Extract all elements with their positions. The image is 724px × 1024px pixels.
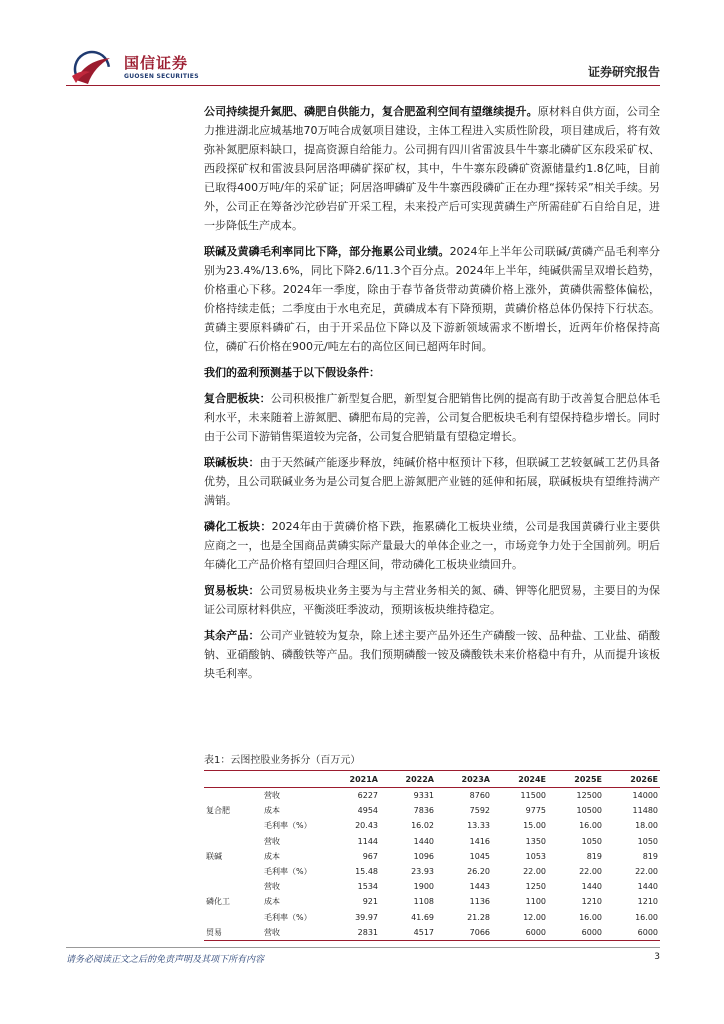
table-row <box>204 788 660 804</box>
value-cell: 1416 <box>469 836 490 846</box>
header-cell-year: 2022A <box>380 771 436 788</box>
header-cell-year: 2024E <box>492 771 548 788</box>
paragraph-lead: 其余产品： <box>204 629 260 642</box>
header-divider <box>66 85 660 86</box>
value-cell: 1440 <box>637 882 658 892</box>
header-cell-year: 2021A <box>324 771 380 788</box>
value-cell: 1250 <box>525 882 546 892</box>
table-body <box>204 788 660 941</box>
value-cell: 1108 <box>413 897 434 907</box>
paragraph-text: 2024年由于黄磷价格下跌，拖累磷化工板块业绩，公司是我国黄磷行业主要供应商之一，也是全国商品黄磷实际产量最大的单体企业之一，市场竞争力处于全国前列。明后年磷化工产品价格有望回归合理区间，带动磷化工板块业绩回升。 <box>204 520 661 571</box>
paragraph-trading <box>204 581 660 619</box>
segment-cell <box>204 818 262 833</box>
paragraph-other-products <box>204 626 660 683</box>
paragraph-lead: 联碱板块： <box>204 456 260 469</box>
value-cell: 1045 <box>469 851 490 861</box>
header-cell-item <box>262 771 324 788</box>
paragraph-lead: 我们的盈利预测基于以下假设条件： <box>204 366 380 379</box>
value-cell: 15.48 <box>355 867 378 877</box>
item-cell: 成本 <box>264 897 280 907</box>
page-header <box>0 0 724 90</box>
value-cell: 1136 <box>469 897 490 907</box>
value-cell: 8760 <box>469 791 490 801</box>
header-cell-year: 2025E <box>548 771 604 788</box>
value-cell: 22.00 <box>635 867 658 877</box>
item-cell: 毛利率（%） <box>264 867 312 877</box>
value-cell: 1443 <box>469 882 490 892</box>
value-cell: 15.00 <box>523 821 546 831</box>
value-cell: 1050 <box>581 836 602 846</box>
segment-cell <box>204 788 262 804</box>
segment-cell <box>204 834 262 849</box>
value-cell: 4517 <box>380 925 436 941</box>
value-cell: 4954 <box>357 806 378 816</box>
table-row <box>204 879 660 894</box>
page-number: 3 <box>654 952 660 962</box>
table-caption: 表1：云图控股业务拆分（百万元） <box>204 755 361 766</box>
value-cell: 6000 <box>492 925 548 941</box>
footer-disclaimer: 请务必阅读正文之后的免责声明及其项下所有内容 <box>66 955 265 965</box>
value-cell: 22.00 <box>523 867 546 877</box>
paragraph-compound-fertilizer <box>204 389 660 446</box>
paragraph-text: 2024年上半年公司联碱/黄磷产品毛利率分别为23.4%/13.6%，同比下降2.6/11.3个百分点。2024年上半年，纯碱供需呈双增长趋势，价格重心下移。2024年一季度，除由于春节备货带动黄磷价格上涨外，黄磷供需整体偏松，价格持续走低；二季度由于水电充足，黄磷成本有下降预期，黄磷价格总体仍保持下行状态。黄磷主要原料磷矿石，由于开采品位下降以及下游新领域需求不断增长，近两年价格保持高位，磷矿石价格在900元/吨左右的高位区间已超两年时间。 <box>204 245 661 353</box>
value-cell: 39.97 <box>355 912 378 922</box>
paragraph-text: 公司积极推广新型复合肥，新型复合肥销售比例的提高有助于改善复合肥总体毛利水平，未来随着上游氮肥、磷肥布局的完善，公司复合肥板块毛利有望保持稳步增长。同时由于公司下游销售渠道较为完备，公司复合肥销量有望稳定增长。 <box>204 392 660 443</box>
value-cell: 1350 <box>525 836 546 846</box>
value-cell: 7836 <box>413 806 434 816</box>
value-cell: 1440 <box>413 836 434 846</box>
value-cell: 1210 <box>637 897 658 907</box>
report-type-label: 证券研究报告 <box>587 65 660 79</box>
value-cell: 1900 <box>413 882 434 892</box>
paragraph-soda-ash <box>204 453 660 510</box>
logo-text-cn: 国信证券 <box>124 54 189 72</box>
item-cell: 营收 <box>264 791 280 801</box>
value-cell: 22.00 <box>579 867 602 877</box>
paragraph-lead: 联碱及黄磷毛利率同比下降，部分拖累公司业绩。 <box>204 245 450 258</box>
table-header-row <box>204 771 660 788</box>
value-cell: 21.28 <box>467 912 490 922</box>
paragraph-lead: 复合肥板块： <box>204 392 271 405</box>
value-cell: 2831 <box>324 925 380 941</box>
value-cell: 1053 <box>525 851 546 861</box>
paragraph-text: 由于天然碱产能逐步释放，纯碱价格中枢预计下移，但联碱工艺较氨碱工艺仍具备优势，且公司联碱业务为是公司复合肥上游氮肥产业链的延伸和拓展，联碱板块有望维持满产满销。 <box>204 456 660 507</box>
segment-cell <box>204 879 262 894</box>
header-cell-year: 2026E <box>604 771 660 788</box>
value-cell: 16.02 <box>411 821 434 831</box>
segment-cell <box>204 910 262 925</box>
item-cell: 营收 <box>264 836 280 846</box>
value-cell: 921 <box>362 897 378 907</box>
header-cell-year: 2023A <box>436 771 492 788</box>
value-cell: 1210 <box>581 897 602 907</box>
segment-cell: 贸易 <box>204 925 262 941</box>
value-cell: 6227 <box>357 791 378 801</box>
table-row <box>204 864 660 879</box>
value-cell: 13.33 <box>467 821 490 831</box>
table-row <box>204 834 660 849</box>
value-cell: 12.00 <box>523 912 546 922</box>
value-cell: 1100 <box>525 897 546 907</box>
value-cell: 819 <box>586 851 602 861</box>
value-cell: 16.00 <box>635 912 658 922</box>
item-cell: 营收 <box>264 882 280 892</box>
value-cell: 1440 <box>581 882 602 892</box>
table-row <box>204 910 660 925</box>
value-cell: 10500 <box>576 806 602 816</box>
paragraph-lead: 公司持续提升氮肥、磷肥自供能力，复合肥盈利空间有望继续提升。 <box>204 105 538 118</box>
table-row <box>204 894 660 909</box>
item-cell: 成本 <box>264 806 280 816</box>
value-cell: 41.69 <box>411 912 434 922</box>
value-cell: 12500 <box>576 791 602 801</box>
segment-cell <box>204 864 262 879</box>
table-row <box>204 925 660 941</box>
paragraph-lead: 磷化工板块： <box>204 520 272 533</box>
value-cell: 6000 <box>604 925 660 941</box>
value-cell: 967 <box>362 851 378 861</box>
value-cell: 7592 <box>469 806 490 816</box>
value-cell: 14000 <box>632 791 658 801</box>
table-row <box>204 849 660 864</box>
logo-text-en: GUOSEN SECURITIES <box>124 73 199 80</box>
segment-cell: 联碱 <box>206 851 222 861</box>
guosen-logo <box>66 50 226 90</box>
header-cell-segment <box>204 771 262 788</box>
value-cell: 1144 <box>357 836 378 846</box>
table-row <box>204 818 660 833</box>
paragraph-text: 公司产业链较为复杂，除上述主要产品外还生产磷酸一铵、品种盐、工业盐、硝酸钠、亚硝酸钠、磷酸铁等产品。我们预期磷酸一铵及磷酸铁未来价格稳中有升，从而提升该板块毛利率。 <box>204 629 660 680</box>
value-cell: 26.20 <box>467 867 490 877</box>
paragraph-text: 原材料自供方面，公司全力推进湖北应城基地70万吨合成氨项目建设，主体工程进入实质性阶段，项目建成后，将有效弥补氮肥原料缺口，提高资源自给能力。公司拥有四川省雷波县牛牛寨北磷矿区东段采矿权、西段探矿权和雷波县阿居洛呷磷矿探矿权，其中，牛牛寨东段磷矿资源储量约1.8亿吨，目前已取得400万吨/年的采矿证；阿居洛呷磷矿及牛牛寨西段磷矿正在办理“探转采”相关手续。另外，公司正在筹备沙沱砂岩矿开采工程，未来投产后可实现黄磷生产所需硅矿石自给自足，进一步降低生产成本。 <box>204 105 660 232</box>
value-cell: 11480 <box>632 806 658 816</box>
value-cell: 16.00 <box>579 912 602 922</box>
value-cell: 819 <box>642 851 658 861</box>
value-cell: 7066 <box>436 925 492 941</box>
value-cell: 23.93 <box>411 867 434 877</box>
value-cell: 9331 <box>413 791 434 801</box>
value-cell: 1050 <box>637 836 658 846</box>
paragraph-assumptions-heading <box>204 363 660 382</box>
value-cell: 1096 <box>413 851 434 861</box>
table-row <box>204 803 660 818</box>
item-cell: 营收 <box>262 925 324 941</box>
value-cell: 11500 <box>520 791 546 801</box>
item-cell: 毛利率（%） <box>264 912 312 922</box>
item-cell: 成本 <box>264 851 280 861</box>
item-cell: 毛利率（%） <box>264 821 312 831</box>
value-cell: 1534 <box>357 882 378 892</box>
paragraph-phosphorus-chemical <box>204 517 660 574</box>
segment-cell: 复合肥 <box>206 806 230 816</box>
paragraph-text: 公司贸易板块业务主要为与主营业务相关的氮、磷、钾等化肥贸易，主要目的为保证公司原材料供应，平衡淡旺季波动，预期该板块维持稳定。 <box>204 584 660 616</box>
guosen-logo-icon <box>66 50 118 88</box>
footer-divider <box>66 947 660 948</box>
article-body <box>204 102 660 690</box>
paragraph-margin-decline <box>204 242 660 356</box>
paragraph-self-supply <box>204 102 660 235</box>
business-breakdown-table <box>204 770 660 941</box>
segment-cell: 磷化工 <box>206 897 230 907</box>
value-cell: 18.00 <box>635 821 658 831</box>
value-cell: 20.43 <box>355 821 378 831</box>
value-cell: 9775 <box>525 806 546 816</box>
value-cell: 16.00 <box>579 821 602 831</box>
business-breakdown-table-block <box>204 755 660 941</box>
value-cell: 6000 <box>548 925 604 941</box>
paragraph-lead: 贸易板块： <box>204 584 260 597</box>
